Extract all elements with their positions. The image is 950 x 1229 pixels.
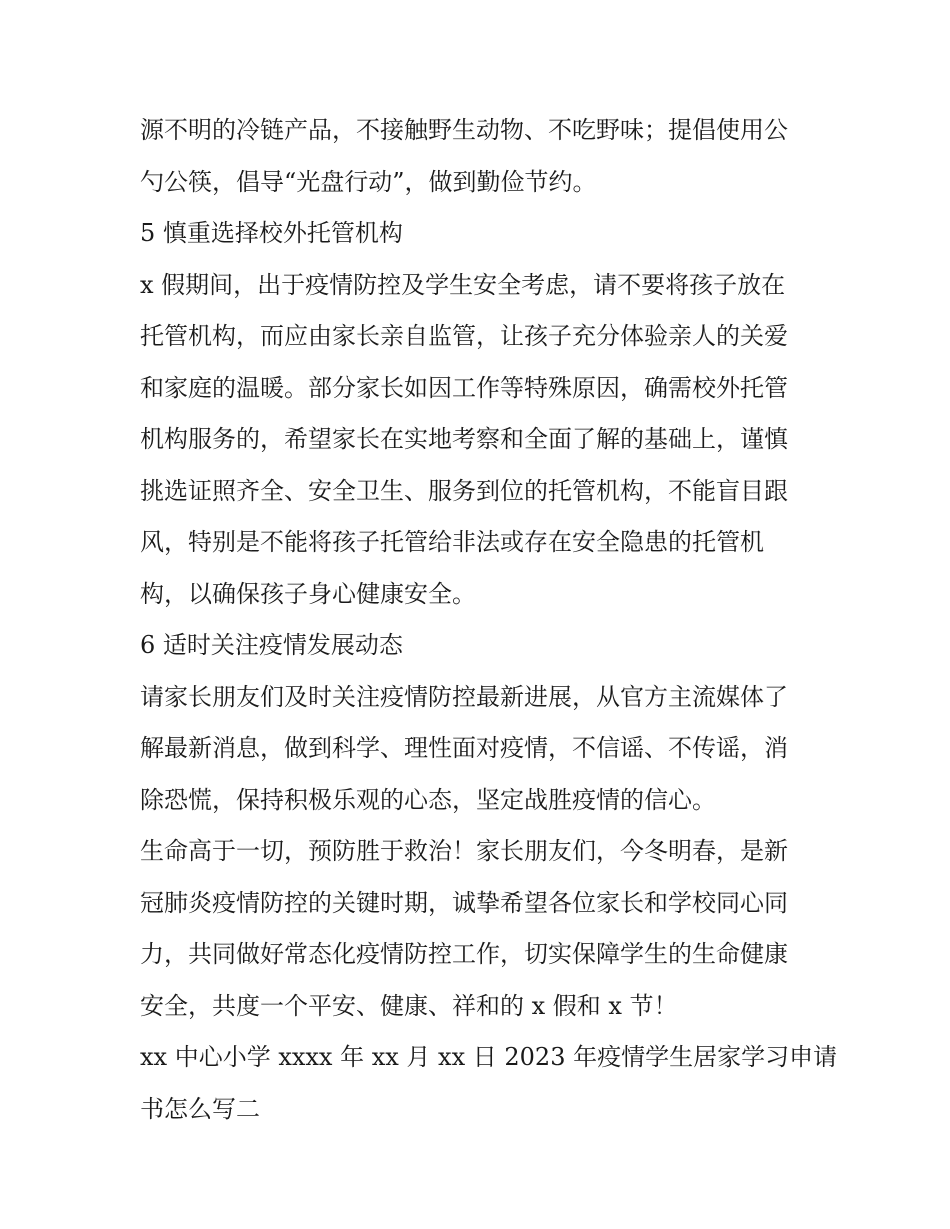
body-line: 安全，共度一个平安、健康、祥和的 x 假和 x 节！	[140, 991, 678, 1020]
body-line: xx 中心小学 xxxx 年 xx 月 xx 日 2023 年疫情学生居家学习申请	[140, 1043, 838, 1071]
section-heading: 5 慎重选择校外托管机构	[140, 219, 403, 247]
body-line: 除恐慌，保持积极乐观的心态，坚定战胜疫情的信心。	[140, 785, 716, 814]
body-line: 解最新消息，做到科学、理性面对疫情，不信谣、不传谣，消	[140, 734, 788, 762]
body-line: 勺公筷，倡导“光盘行动”，做到勤俭节约。	[140, 167, 597, 196]
body-line: 书怎么写二	[140, 1094, 260, 1123]
section-heading: 6 适时关注疫情发展动态	[140, 631, 403, 659]
document-body	[140, 105, 838, 1135]
body-line: 托管机构，而应由家长亲自监管，让孩子充分体验亲人的关爱	[140, 322, 788, 350]
body-line: 生命高于一切，预防胜于救治！家长朋友们，今冬明春，是新	[140, 837, 788, 865]
body-line: 请家长朋友们及时关注疫情防控最新进展，从官方主流媒体了	[140, 682, 788, 711]
body-line: 力，共同做好常态化疫情防控工作，切实保障学生的生命健康	[140, 940, 788, 968]
body-line: 和家庭的温暖。部分家长如因工作等特殊原因，确需校外托管	[140, 373, 788, 402]
body-line: 风，特别是不能将孩子托管给非法或存在安全隐患的托管机	[140, 528, 764, 556]
body-line: x 假期间，出于疫情防控及学生安全考虑，请不要将孩子放在	[140, 270, 786, 299]
body-line: 构，以确保孩子身心健康安全。	[140, 579, 476, 608]
body-line: 冠肺炎疫情防控的关键时期，诚挚希望各位家长和学校同心同	[140, 888, 788, 917]
body-line: 机构服务的，希望家长在实地考察和全面了解的基础上，谨慎	[140, 425, 788, 453]
body-line: 挑选证照齐全、安全卫生、服务到位的托管机构，不能盲目跟	[140, 476, 788, 505]
body-line: 源不明的冷链产品，不接触野生动物、不吃野味；提倡使用公	[140, 116, 788, 144]
